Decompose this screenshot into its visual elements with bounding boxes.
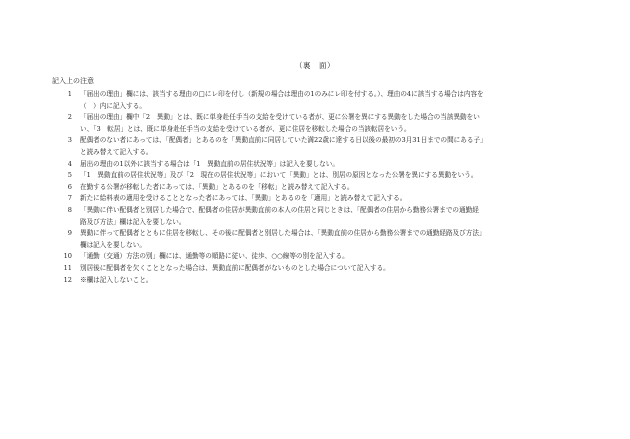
note-number: 9 (67, 229, 72, 238)
note-number: 7 (67, 194, 72, 203)
note-item (52, 170, 582, 182)
note-item (52, 159, 582, 171)
note-item (52, 205, 582, 228)
note-text: 「届出の理由」欄には、該当する理由の□にレ印を付し（新規の場合は理由の1のみにレ印を付する。）、理由の4に該当する場合は内容を （ ）内に記入する。 (80, 90, 484, 110)
note-text: 新たに給料表の適用を受けることとなった者にあっては、「異動」とあるのを「適用」と読み替えて記入する。 (80, 194, 407, 203)
note-item (52, 228, 582, 251)
note-number: 3 (67, 136, 72, 145)
note-text: ※欄は記入しないこと。 (80, 275, 153, 284)
note-number: 4 (67, 159, 72, 168)
note-text: 「1 異動直前の居住状況等」及び「2 現在の居住状況等」において「異動」とは、別居の原因となった公署を異にする異動をいう。 (80, 171, 478, 180)
notes-list (52, 89, 582, 286)
note-text: 「通勤（交通）方法の別」欄には、通勤等の順路に従い、徒歩、○○線等の別を記入する。 (80, 252, 349, 261)
note-text: 在勤する公署が移転した者にあっては、「異動」とあるのを「移転」と読み替えて記入する。 (80, 182, 354, 191)
note-text: 配偶者のない者にあっては、「配偶者」とあるのを「異動直前に同居していた満22歳に達する日以後の最初の3月31日までの間にある子」 と読み替えて記入する。 (80, 136, 487, 156)
note-number: 1 (67, 90, 72, 98)
note-text: 「異動に伴い配偶者と別居した場合で、配偶者の住居が異動直前の本人の住居と同じときは、「配偶者の住居から勤務公署までの通勤経 路及び方法」欄は記入を要しない。 (80, 205, 479, 226)
notes-heading: 記入上の注意 (52, 77, 94, 85)
note-item (52, 193, 582, 205)
note-number: 11 (63, 263, 72, 272)
note-item (52, 263, 582, 275)
note-item (52, 89, 582, 112)
note-number: 2 (67, 113, 72, 122)
note-item (52, 112, 582, 135)
note-item (52, 251, 582, 263)
note-item (52, 182, 582, 194)
note-item (52, 135, 582, 158)
note-text: 別居後に配偶者を欠くこととなった場合は、異動直前に配偶者がないものとした場合について記入する。 (80, 263, 390, 272)
note-number: 6 (67, 182, 72, 191)
note-number: 5 (67, 171, 72, 180)
page-side-title: （裏 面） (295, 61, 335, 70)
note-number: 10 (63, 252, 72, 261)
note-text: 届出の理由の1以外に該当する場合は「1 異動直前の居住状況等」は記入を要しない。 (80, 159, 339, 168)
note-item (52, 275, 582, 287)
note-text: 異動に伴って配偶者とともに住居を移転し、その後に配偶者と別居した場合は、「異動直前の住居から勤務公署までの通勤経路及び方法」 欄は記入を要しない。 (80, 229, 486, 249)
note-text: 「届出の理由」欄中「2 異動」とは、既に単身赴任手当の支給を受けている者が、更に公署を異にする異動をした場合の当該異動をい い、「3 転居」とは、既に単身赴任手当の支給を受けている者が、更に住居を移転した場合の当該転居をいう。 (80, 113, 480, 133)
note-number: 12 (63, 275, 72, 284)
note-number: 8 (67, 205, 72, 214)
